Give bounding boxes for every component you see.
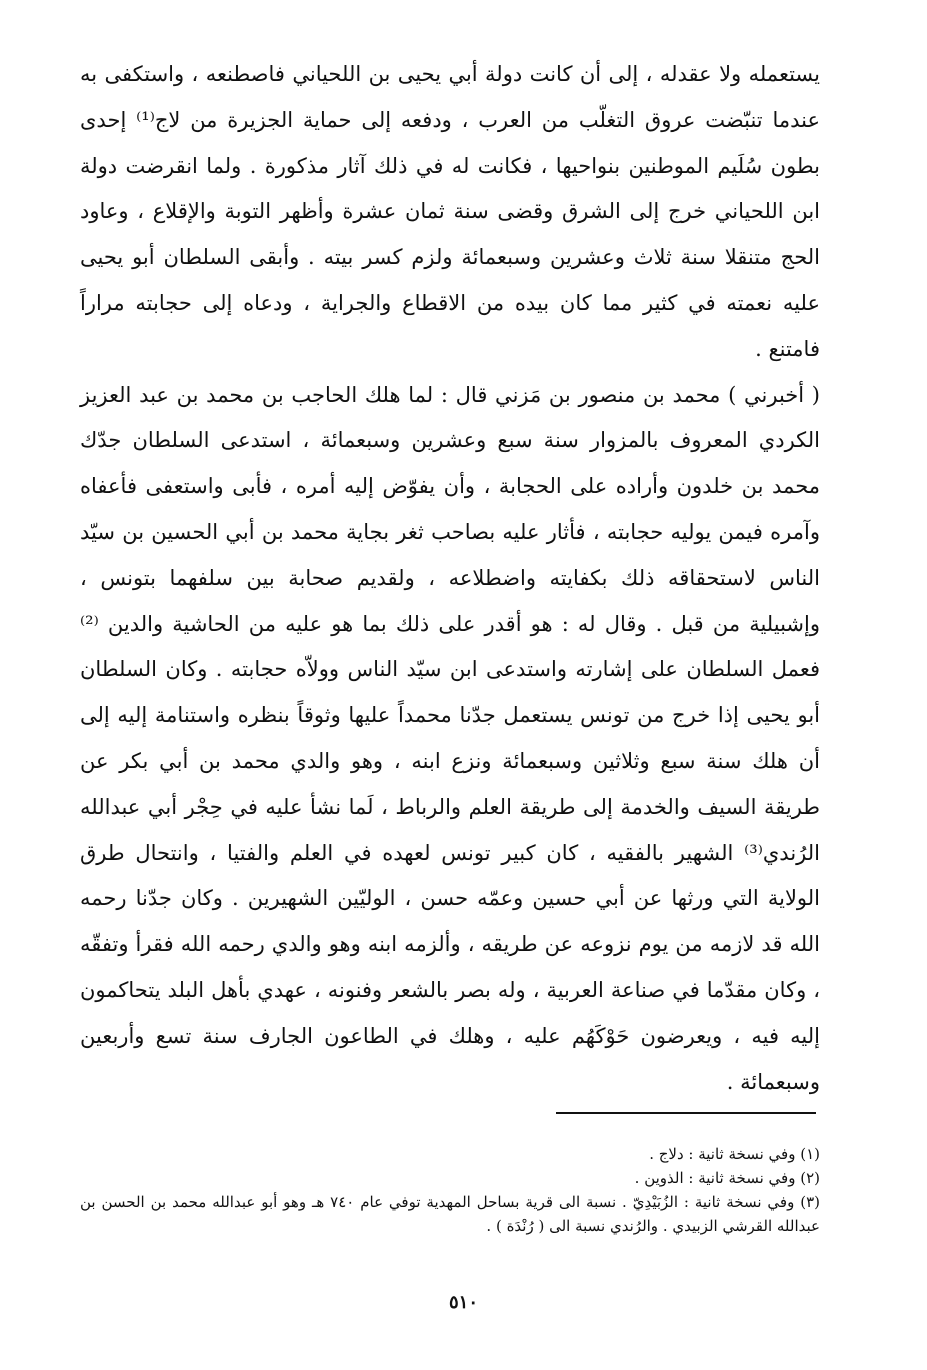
main-text bbox=[80, 52, 820, 1105]
footnotes bbox=[80, 1142, 820, 1238]
footnote-separator bbox=[556, 1112, 816, 1114]
footnote-2: (٢) وفي نسخة ثانية : الذوين . bbox=[634, 1169, 820, 1187]
paragraph-1: يستعمله ولا عقدله ، إلى أن كانت دولة أبي يحيى بن اللحياني فاصطنعه ، واستكفى به عندما تنبّضت عروق التغلّب من العرب ، ودفعه إلى حماية الجزيرة من لاج⁽¹⁾ إحدى بطون سُلَيم الموطنين بنواحيها ، فكانت له في ذلك آثار مذكورة . ولما انقرضت دولة ابن اللحياني خرج إلى الشرق وقضى سنة ثمان عشرة وأظهر التوبة والإقلاع ، وعاود الحج متنقلا سنة ثلاث وعشرين وسبعمائة ولزم كسر بيته . وأبقى السلطان أبو يحيى عليه نعمته في كثير مما كان بيده من الاقطاع والجراية ، ودعاه إلى حجابته مراراً فامتنع . bbox=[80, 62, 820, 361]
paragraph-2: ( أخبرني ) محمد بن منصور بن مَزني قال : لما هلك الحاجب بن محمد بن عبد العزيز الكردي المعروف بالمزوار سنة سبع وعشرين وسبعمائة ، استدعى السلطان جدّك محمد بن خلدون وأراده على الحجابة ، وأن يفوّض إليه أمره ، فأبى واستعفى فأعفاه وآمره فيمن يوليه حجابته ، فأثار عليه بصاحب ثغر بجاية محمد بن أبي الحسين بن سيّد الناس لاستحقاقه ذلك بكفايته واضطلاعه ، ولقديم صحابة بين سلفهما بتونس ، وإشبيلية من قبل . وقال له : هو أقدر على ذلك بما هو عليه من الحاشية والدين ⁽²⁾ فعمل السلطان على إشارته واستدعى ابن سيّد الناس وولاّه حجابته . وكان السلطان أبو يحيى إذا خرج من تونس يستعمل جدّنا محمداً عليها وثوقاً بنظره واستنامة إليه إلى أن هلك سنة سبع وثلاثين وسبعمائة ونزع ابنه ، وهو والدي محمد بن أبي بكر عن طريقة السيف والخدمة إلى طريقة العلم والرباط ، لَما نشأ عليه في حِجْر أبي عبدالله الرُندي⁽³⁾ الشهير بالفقيه ، كان كبير تونس لعهده في العلم والفتيا ، وانتحال طرق الولاية التي ورثها عن أبي حسين وعمّه حسن ، الوليّين الشهيرين . وكان جدّنا رحمه الله قد لازمه من يوم نزوعه عن طريقه ، وألزمه ابنه وهو والدي رحمه الله فقرأ وتفقّه ، وكان مقدّما في صناعة العربية ، وله بصر بالشعر وفنونه ، عهدي بأهل البلد يتحاكمون إليه فيه ، ويعرضون حَوْكَهُم عليه ، وهلك في الطاعون الجارف سنة تسع وأربعين وسبعمائة . bbox=[80, 382, 820, 1094]
page-number: ٥١٠ bbox=[448, 1292, 478, 1313]
footnote-1: (١) وفي نسخة ثانية : دلاج . bbox=[649, 1145, 820, 1163]
footnote-3: (٣) وفي نسخة ثانية : الزُبَيْدِيّ . نسبة الى قرية بساحل المهدية توفي عام ٧٤٠ هـ وهو أبو عبدالله محمد بن الحسن بن عبدالله القرشي الزبيدي . والرُندي نسبة الى ( رُنْدَة ) . bbox=[80, 1193, 820, 1235]
